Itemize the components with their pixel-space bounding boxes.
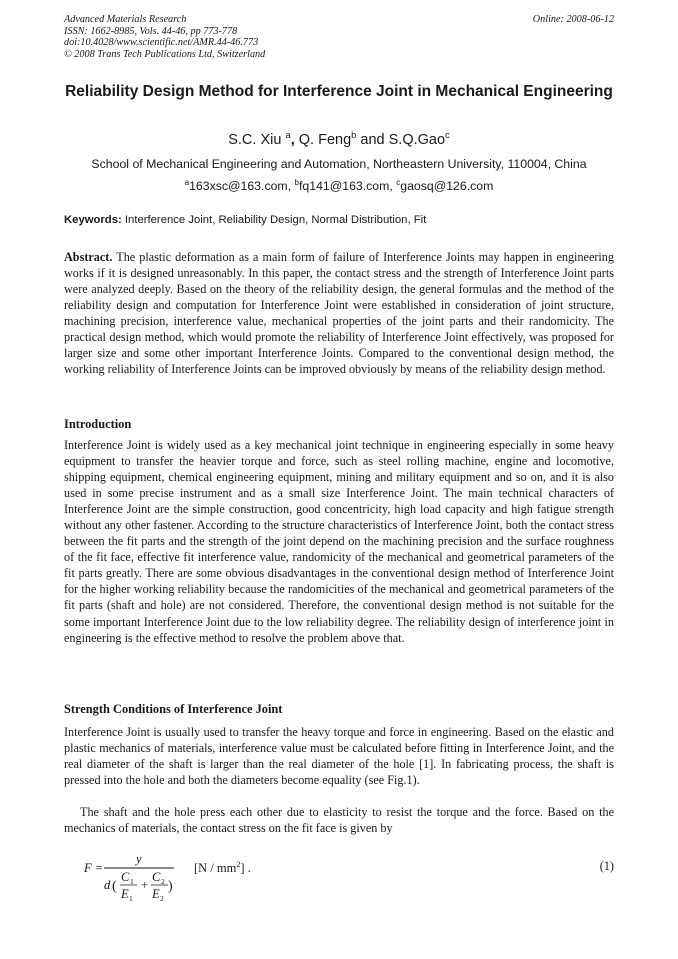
strength-paragraph-1: Interference Joint is usually used to transfer the heavy torque and force in engineering. Based on the elastic and plastic mechanics of materials, interference value must be calculated before fitting in Interference Joint, and the real diameter of the shaft is larger than the real diameter of the hole [1]. In fabricating process, the shaft is pressed into the hole and both the diameters become equality (see Fig.1). <box>64 725 614 788</box>
eq-lhs: F = <box>84 861 104 875</box>
issn: ISSN: 1662-8985, Vols. 44-46, pp 773-778 <box>64 25 238 37</box>
abstract-text: The plastic deformation as a main form of failure of Interference Joints may happen in engineering works if it is designed unreasonably. In this paper, the contact stress and the strength of Interference Joint parts were analyzed deeply. Based on the theory of the reliability design, the general formulas and the method of the reliability design and computation for Interference Joint were established in consideration of joint structure, machining precision, interference value, mechanical properties of the joint parts and their randomicity. The practical design method, which would promote the reliability of Interference Joint effectively, was proposed for larger size and some other important Interference Joints. Compared to the conventional design method, the working reliability of Interference Joints can be improved obviously by means of the reliability design method. <box>64 250 614 377</box>
eq-e1-sub: 1 <box>129 894 133 903</box>
abstract-label: Abstract. <box>64 250 113 264</box>
eq-c1: C <box>121 870 130 884</box>
eq-units: $[N / mm^2]$ . <box>194 860 251 875</box>
author-emails <box>64 179 614 193</box>
author-separator: , <box>290 132 299 148</box>
eq-d: d <box>104 878 111 892</box>
eq-e2-sub: 2 <box>160 894 164 903</box>
email-b: fq141@163.com, <box>298 179 397 193</box>
email-c: gaosq@126.com <box>400 179 494 193</box>
online-date: Online: 2008-06-12 <box>532 14 614 25</box>
email-a: 163xsc@163.com, <box>189 179 295 193</box>
eq-plus: + <box>141 878 149 892</box>
copyright: © 2008 Trans Tech Publications Ltd, Switzerland <box>64 48 266 60</box>
eq-e1: E <box>121 887 129 901</box>
affiliation: School of Mechanical Engineering and Automation, Northeastern University, 110004, China <box>91 157 587 171</box>
author-2-sup: b <box>351 129 357 141</box>
strength-heading: Strength Conditions of Interference Joint <box>64 702 283 716</box>
eq-close-paren: ) <box>168 879 173 894</box>
email-c-sup: c <box>396 177 401 187</box>
eq-c2: C <box>152 870 161 884</box>
keywords <box>64 214 614 226</box>
eq-c1-sub: 1 <box>130 877 134 886</box>
eq-e2: E <box>152 887 160 901</box>
eq-numerator: y <box>136 852 142 866</box>
contact-stress-equation <box>64 850 614 910</box>
email-a-sup: a <box>184 177 190 187</box>
paper-title: Reliability Design Method for Interference Joint in Mechanical Engineering <box>65 83 613 100</box>
abstract <box>64 249 614 377</box>
author-list <box>64 129 614 148</box>
introduction-heading: Introduction <box>64 417 132 431</box>
eq-open-paren: ( <box>112 879 117 894</box>
keywords-label: Keywords: <box>64 214 122 226</box>
doi: doi:10.4028/www.scientific.net/AMR.44-46.773 <box>64 37 259 49</box>
author-1: S.C. Xiu <box>228 132 282 148</box>
email-b-sup: b <box>294 177 299 187</box>
author-3: S.Q.Gao <box>388 132 446 148</box>
author-2: Q. Feng <box>298 132 352 148</box>
author-1-sup: a <box>285 129 291 141</box>
keywords-text: Interference Joint, Reliability Design, Normal Distribution, Fit <box>121 214 427 226</box>
header-metadata <box>64 14 265 60</box>
author-3-sup: c <box>445 129 450 141</box>
equation-number: (1) <box>599 859 614 873</box>
strength-paragraph-2: The shaft and the hole press each other due to elasticity to resist the torque and the force. Based on the mechanics of materials, the contact stress on the fit face is given by <box>64 805 614 836</box>
author-separator-and: and <box>356 132 389 148</box>
introduction-body: Interference Joint is widely used as a key mechanical joint technique in engineering especially in some heavy equipment to transfer the heavier torque and force, such as steel rolling machine, engine and locomotive, shipping equipment, chemical engineering equipment, mining and military equipment and so on, and it is also used in some precise instrument and as a small size Interference Joint. The main technical characters of Interference Joint are the simple construction, good concentricity, high load capacity and high fatigue strength without any other fastener. According to the structure characteristics of Interference Joint, both the contact stress between the fit parts and the strength of the joint depend on the machining precision and the surface roughness of the fit face, effective fit interference value, randomicity of the mechanical and geometrical parameters of the fit parts greatly. There are some obvious disadvantages in the conventional design method of Interference Joint for the higher working reliability because the randomicities of the mechanical and geometrical parameters of the fit parts (shaft and hole) are not considered. Therefore, the conventional design method is not suitable for the some important Interference Joint due to the low reliability degree. The reliability design of interference joint in engineering is the effective method to resolve the problem above that. <box>64 438 614 645</box>
journal-name: Advanced Materials Research <box>64 14 187 25</box>
eq-c2-sub: 2 <box>161 877 165 886</box>
